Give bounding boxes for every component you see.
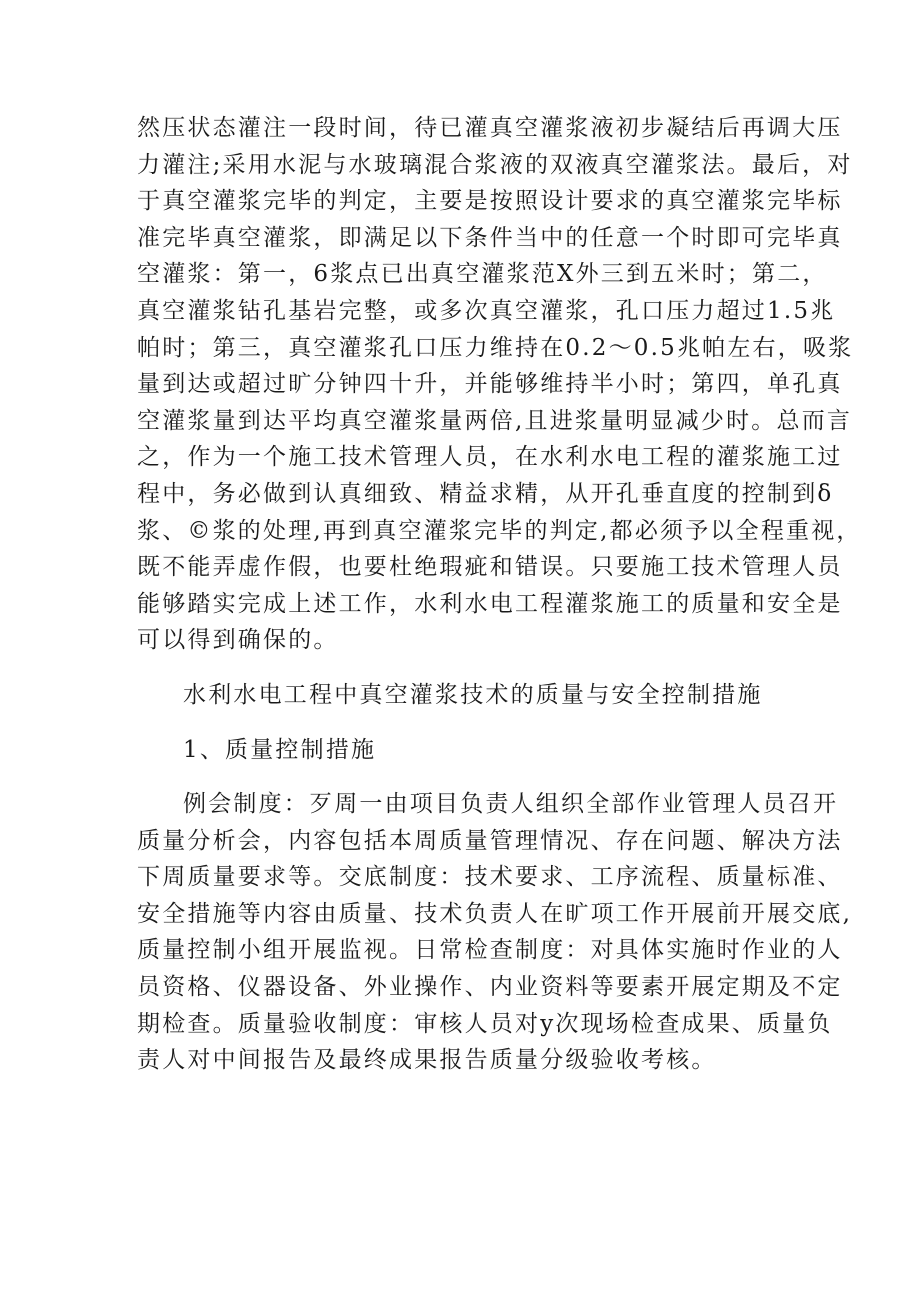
- text-line: 员资格、仪器设备、外业操作、内业资料等要素开展定期及不定: [137, 974, 843, 1001]
- text-line: 可以得到确保的。: [137, 627, 339, 654]
- section-title: 水利水电工程中真空灌浆技术的质量与安全控制措施: [183, 681, 763, 708]
- paragraph-grouting-completion: [137, 110, 862, 659]
- text-line: 责人对中间报告及最终成果报告质量分级验收考核。: [137, 1047, 717, 1074]
- text-line: 浆、©浆的处理,再到真空灌浆完毕的判定,都必须予以全程重视，: [137, 517, 862, 544]
- document-body: [137, 110, 862, 1079]
- paragraph-spacer: [137, 714, 793, 732]
- text-line: 量到达或超过旷分钟四十升，并能够维持半小时；第四，单孔真: [137, 371, 843, 398]
- paragraph-spacer: [137, 659, 793, 677]
- text-line: 之，作为一个施工技术管理人员，在水利水电工程的灌浆施工过: [137, 444, 843, 471]
- text-line: 质量控制小组开展监视。日常检查制度：对具体实施时作业的人: [137, 937, 843, 964]
- text-line: 空灌浆：第一，6浆点已出真空灌浆范X外三到五米时；第二，: [137, 261, 828, 288]
- paragraph-quality-control: [137, 786, 853, 1079]
- text-line: 例会制度：歹周一由项目负责人组织全部作业管理人员召开: [183, 791, 839, 818]
- text-line: 真空灌浆钻孔基岩完整，或多次真空灌浆，孔口压力超过1.5兆: [137, 297, 836, 324]
- subsection-title: 1、质量控制措施: [183, 736, 377, 763]
- text-line: 能够踏实完成上述工作，水利水电工程灌浆施工的质量和安全是: [137, 590, 843, 617]
- text-line: 然压状态灌注一段时间，待已灌真空灌浆液初步凝结后再调大压: [137, 115, 843, 141]
- text-line: 期检查。质量验收制度：审核人员对y次现场检查成果、质量负: [137, 1010, 833, 1037]
- text-line: 质量分析会，内容包括本周质量管理情况、存在问题、解决方法: [137, 827, 843, 854]
- text-line: 安全措施等内容由质量、技术负责人在旷项工作开展前开展交底,: [137, 900, 853, 927]
- text-line: 既不能弄虚作假，也要杜绝瑕疵和错误。只要施工技术管理人员: [137, 554, 843, 581]
- text-line: 空灌浆量到达平均真空灌浆量两倍,且进浆量明显减少时。总而言: [137, 407, 853, 434]
- text-line: 帕时；第三，真空灌浆孔口压力维持在0.2～0.5兆帕左右，吸浆: [137, 334, 854, 361]
- text-line: 于真空灌浆完毕的判定，主要是按照设计要求的真空灌浆完毕标: [137, 188, 843, 215]
- text-line: 下周质量要求等。交底制度：技术要求、工序流程、质量标准、: [137, 864, 843, 891]
- paragraph-spacer: [137, 768, 793, 786]
- text-line: 准完毕真空灌浆，即满足以下条件当中的任意一个时即可完毕真: [137, 224, 843, 251]
- text-line: 程中，务必做到认真细致、精益求精，从开孔垂直度的控制到δ: [137, 480, 834, 507]
- text-line: 力灌注;采用水泥与水玻璃混合浆液的双液真空灌浆法。最后，对: [137, 151, 853, 178]
